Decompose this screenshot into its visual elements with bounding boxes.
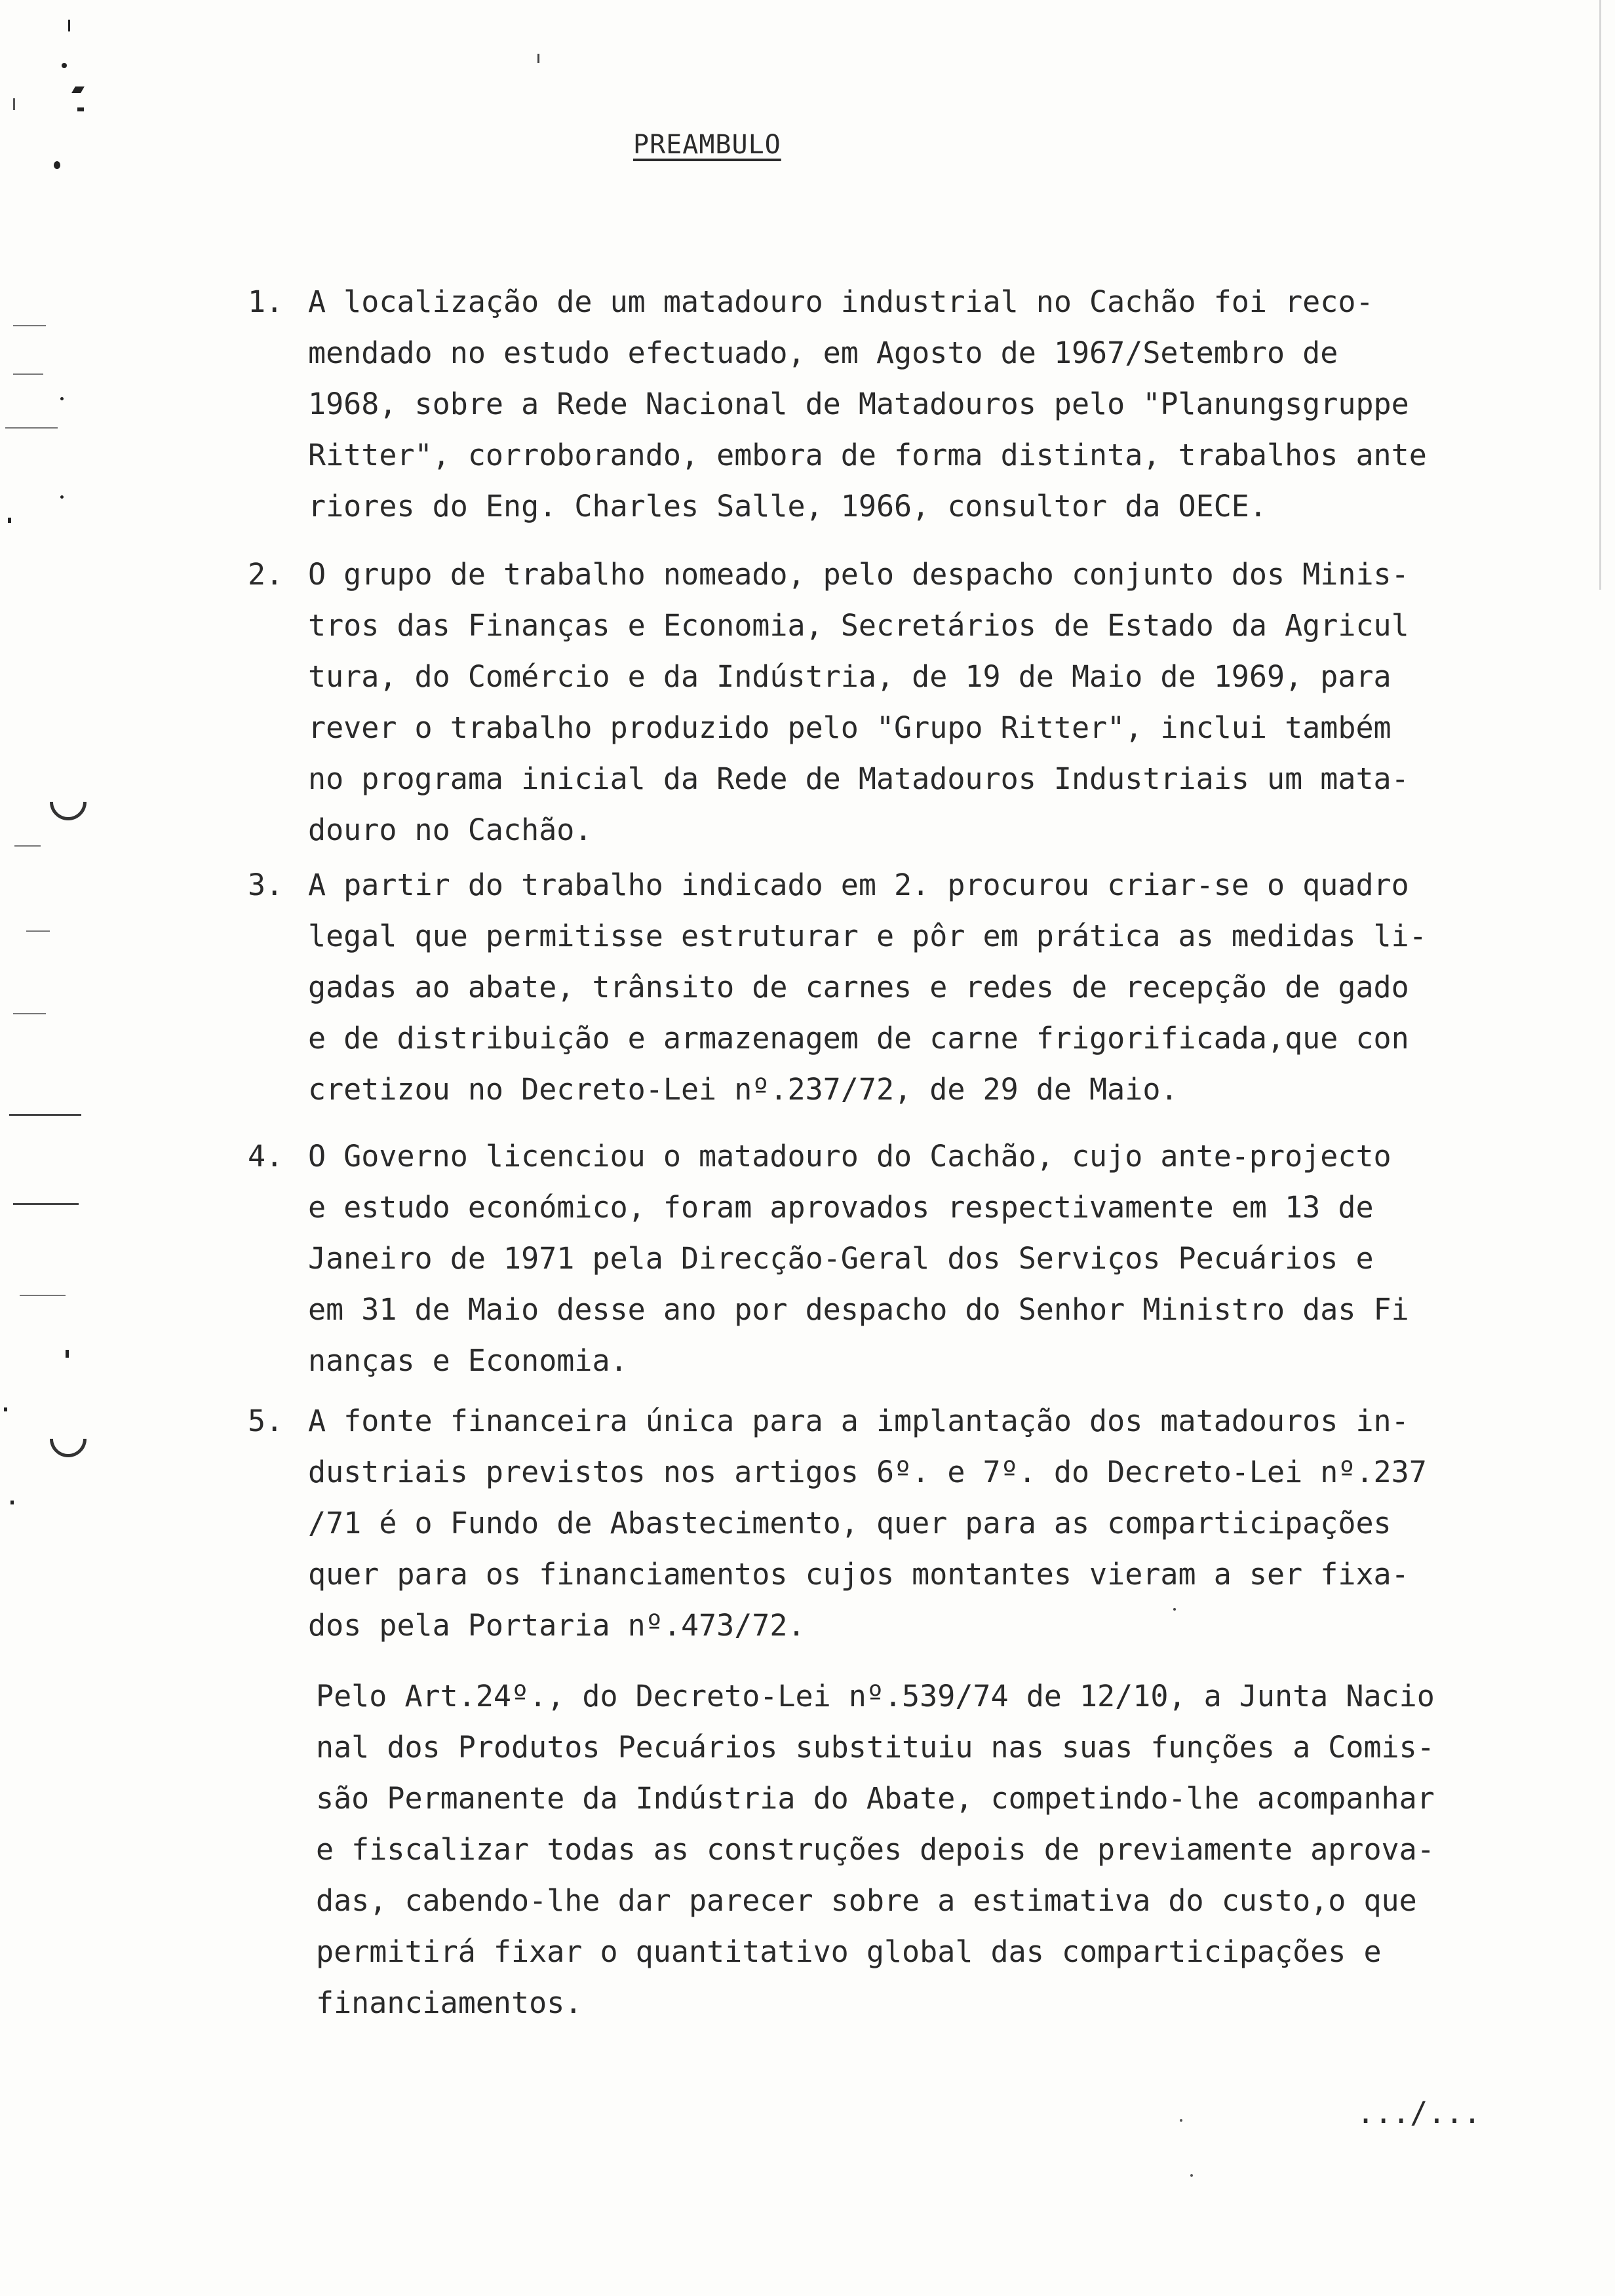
paragraph-number: 5. — [248, 1404, 284, 1438]
paragraph-line: Pelo Art.24º., do Decreto-Lei nº.539/74 de 12/10, a Junta Nacio — [316, 1679, 1435, 1713]
continuation-mark: .../... — [1357, 2095, 1481, 2130]
scan-mark — [13, 373, 43, 375]
paragraph-line: Janeiro de 1971 pela Direcção-Geral dos Serviços Pecuários e — [308, 1241, 1374, 1276]
scan-mark — [66, 1350, 69, 1358]
paragraph-line: das, cabendo-lhe dar parecer sobre a estimativa do custo,o que — [316, 1883, 1417, 1918]
paragraph-number: 2. — [248, 557, 284, 592]
scan-mark — [60, 397, 64, 400]
scan-mark — [20, 1295, 66, 1296]
scan-mark — [1180, 2119, 1182, 2122]
page-edge-shadow — [1599, 0, 1601, 590]
paragraph-line: dustriais previstos nos artigos 6º. e 7º. do Decreto-Lei nº.237 — [308, 1455, 1427, 1489]
scan-mark — [13, 98, 15, 110]
paragraph-line: são Permanente da Indústria do Abate, competindo-lhe acompanhar — [316, 1781, 1435, 1816]
paragraph-line: permitirá fixar o quantitativo global das comparticipações e — [316, 1934, 1382, 1969]
scan-mark — [1173, 1608, 1176, 1611]
scan-mark — [5, 427, 58, 429]
paragraph-line: e de distribuição e armazenagem de carne frigorificada,que con — [308, 1021, 1409, 1056]
scan-mark — [10, 1501, 14, 1504]
paragraph-line: rever o trabalho produzido pelo "Grupo Ritter", inclui também — [308, 710, 1391, 745]
scan-mark — [42, 776, 94, 828]
paragraph-line: O grupo de trabalho nomeado, pelo despacho conjunto dos Minis- — [308, 557, 1409, 592]
paragraph-line: A fonte financeira única para a implantação dos matadouros in- — [308, 1404, 1409, 1438]
paragraph-line: quer para os financiamentos cujos montantes vieram a ser fixa- — [308, 1557, 1409, 1592]
paragraph-number: 4. — [248, 1139, 284, 1174]
paragraph-number: 1. — [248, 284, 284, 319]
scan-mark — [13, 1013, 46, 1014]
scan-mark — [1190, 2174, 1193, 2177]
paragraph-line: O Governo licenciou o matadouro do Cachão, cujo ante-projecto — [308, 1139, 1391, 1174]
scan-mark — [537, 54, 539, 63]
paragraph-line: 1968, sobre a Rede Nacional de Matadouros pelo "Planungsgruppe — [308, 387, 1409, 421]
paragraph-line: riores do Eng. Charles Salle, 1966, consultor da OECE. — [308, 489, 1267, 524]
scan-mark — [9, 1114, 81, 1116]
paragraph-line: douro no Cachão. — [308, 813, 593, 847]
paragraph-line: mendado no estudo efectuado, em Agosto de 1967/Setembro de — [308, 335, 1338, 370]
paragraph-number: 3. — [248, 868, 284, 902]
scan-mark — [13, 325, 46, 326]
paragraph-line: tura, do Comércio e da Indústria, de 19 de Maio de 1969, para — [308, 659, 1391, 694]
scan-mark — [13, 1203, 79, 1205]
scan-mark — [54, 161, 60, 169]
paragraph-line: e estudo económico, foram aprovados respectivamente em 13 de — [308, 1190, 1374, 1225]
paragraph-line: A partir do trabalho indicado em 2. procurou criar-se o quadro — [308, 868, 1409, 902]
paragraph-line: financiamentos. — [316, 1985, 583, 2020]
paragraph-line: nanças e Economia. — [308, 1343, 628, 1378]
paragraph-line: tros das Finanças e Economia, Secretários de Estado da Agricul — [308, 608, 1409, 643]
paragraph-line: em 31 de Maio desse ano por despacho do Senhor Ministro das Fi — [308, 1292, 1409, 1327]
paragraph-line: gadas ao abate, trânsito de carnes e redes de recepção de gado — [308, 970, 1409, 1004]
paragraph-line: e fiscalizar todas as construções depois de previamente aprova- — [316, 1832, 1435, 1867]
page-title: PREAMBULO — [633, 130, 781, 160]
paragraph-line: nal dos Produtos Pecuários substituiu nas suas funções a Comis- — [316, 1730, 1435, 1765]
scan-mark — [14, 845, 41, 847]
paragraph-line: Ritter", corroborando, embora de forma distinta, trabalhos ante — [308, 438, 1427, 472]
scan-mark — [77, 107, 84, 111]
scan-mark — [4, 1407, 7, 1411]
paragraph-line: cretizou no Decreto-Lei nº.237/72, de 29 de Maio. — [308, 1072, 1178, 1107]
paragraph-line: A localização de um matadouro industrial no Cachão foi reco- — [308, 284, 1374, 319]
scan-mark — [8, 518, 11, 523]
paragraph-line: legal que permitisse estruturar e pôr em prática as medidas li- — [308, 919, 1427, 953]
paragraph-line: /71 é o Fundo de Abastecimento, quer para as comparticipações — [308, 1506, 1391, 1540]
scan-mark — [60, 495, 64, 499]
paragraph-line: dos pela Portaria nº.473/72. — [308, 1608, 806, 1643]
paragraph-line: no programa inicial da Rede de Matadouros Industriais um mata- — [308, 761, 1409, 796]
scan-mark — [71, 86, 85, 93]
scan-mark — [62, 63, 67, 68]
scan-mark — [42, 1413, 94, 1464]
scan-mark — [26, 930, 50, 932]
scan-mark — [68, 20, 70, 31]
